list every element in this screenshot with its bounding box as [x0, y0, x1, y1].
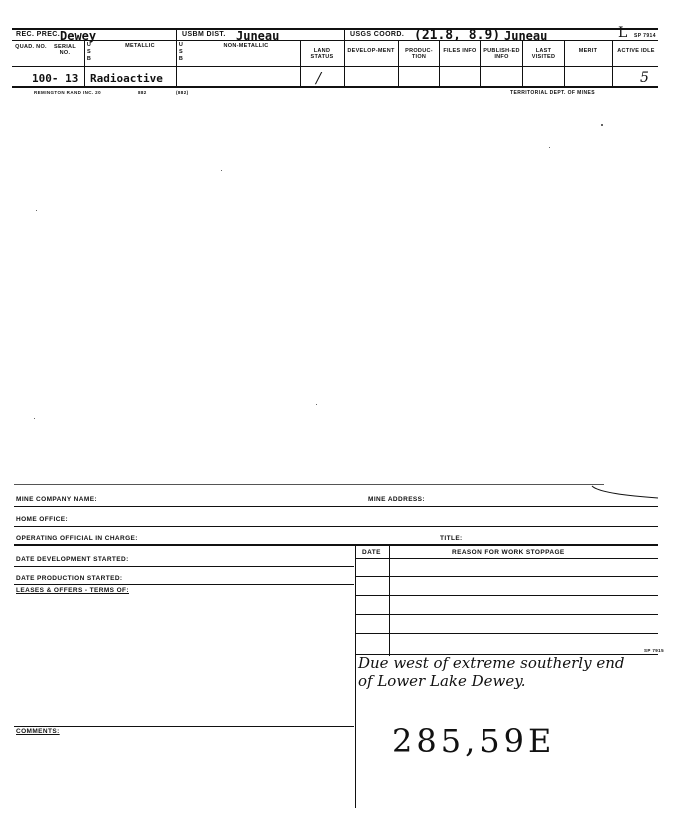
corner-mark: L: [618, 25, 628, 41]
scan-speck: [36, 210, 37, 211]
scan-speck: [601, 124, 603, 126]
stoppage-row: [355, 595, 658, 596]
printer-credit: REMINGTON RAND INC. 20: [34, 90, 101, 95]
usbm-dist-value: Juneau: [236, 29, 280, 43]
mine-company-label: MINE COMPANY NAME:: [16, 496, 97, 503]
handwritten-note-line1: Due west of extreme southerly end: [358, 654, 625, 672]
printer-code-2: (882): [176, 90, 189, 95]
usgs-coord-value: (21.8, 8.9): [414, 28, 501, 43]
handwritten-number: 285,59E: [392, 722, 556, 760]
col-files-info: FILES INFO: [443, 48, 477, 54]
col-usb-nonmetal: U S B: [178, 42, 184, 62]
col-land-status: LAND STATUS: [310, 48, 334, 60]
col-production: PRODUC-TION: [405, 48, 433, 60]
usbm-dist-label: USBM DIST.: [182, 31, 226, 38]
rec-prec-label: REC. PREC.: [16, 31, 61, 38]
handwritten-corner-number: 5: [640, 70, 649, 86]
col-metallic: METALLIC: [125, 43, 155, 49]
date-production-label: DATE PRODUCTION STARTED:: [16, 575, 123, 582]
usgs-area-value: Juneau: [504, 29, 548, 43]
col-active-idle: ACTIVE IDLE: [617, 48, 655, 54]
table-left-border: [355, 544, 356, 808]
col-merit: MERIT: [578, 48, 598, 54]
stoppage-row: [355, 633, 658, 634]
serial-value: 100- 13: [32, 72, 79, 85]
date-column-header: DATE: [362, 549, 381, 556]
data-row-line: [12, 86, 658, 88]
card-corner-curve: [590, 480, 660, 502]
comments-label: COMMENTS:: [16, 728, 60, 735]
col-development: DEVELOP-MENT: [347, 48, 395, 54]
stoppage-row: [355, 614, 658, 615]
scan-speck: [34, 418, 35, 419]
card-top-edge: [14, 484, 604, 485]
form-number-bottom: SP 7915: [644, 648, 664, 653]
scan-speck: [549, 147, 550, 148]
col-nonmetallic: NON-METALLIC: [223, 43, 269, 49]
territorial-dept: TERRITORIAL DEPT. OF MINES: [510, 90, 595, 96]
colhdr-row-line: [12, 66, 658, 67]
col-last-visited: LAST VISITED: [531, 48, 556, 60]
reason-column-header: REASON FOR WORK STOPPAGE: [452, 549, 565, 556]
date-column-divider: [389, 544, 390, 656]
col-serial-no: SERIAL NO.: [54, 44, 76, 56]
mine-address-label: MINE ADDRESS:: [368, 496, 425, 503]
col-published-info: PUBLISH-ED INFO: [483, 48, 520, 60]
scan-speck: [316, 404, 317, 405]
metallic-value: Radioactive: [90, 72, 163, 85]
scan-speck: [221, 170, 222, 171]
col-usb-metal: U S B: [86, 42, 92, 62]
rec-prec-value: Dewey: [60, 29, 97, 43]
stoppage-row: [355, 576, 658, 577]
handwritten-note-line2: of Lower Lake Dewey.: [358, 672, 526, 690]
top-border: [12, 28, 658, 30]
col-quad-no: QUAD. NO.: [15, 44, 47, 50]
usgs-coord-label: USGS COORD.: [350, 31, 405, 38]
leases-offers-label: LEASES & OFFERS - TERMS OF:: [16, 587, 129, 594]
printer-code-1: 882: [138, 90, 147, 95]
home-office-label: HOME OFFICE:: [16, 516, 69, 523]
header-row-line: [12, 40, 658, 41]
date-development-label: DATE DEVELOPMENT STARTED:: [16, 556, 129, 563]
form-number-top: SP 7914: [634, 33, 656, 39]
land-status-mark: /: [316, 69, 322, 87]
title-label: TITLE:: [440, 535, 463, 542]
operating-official-label: OPERATING OFFICIAL IN CHARGE:: [16, 535, 138, 542]
